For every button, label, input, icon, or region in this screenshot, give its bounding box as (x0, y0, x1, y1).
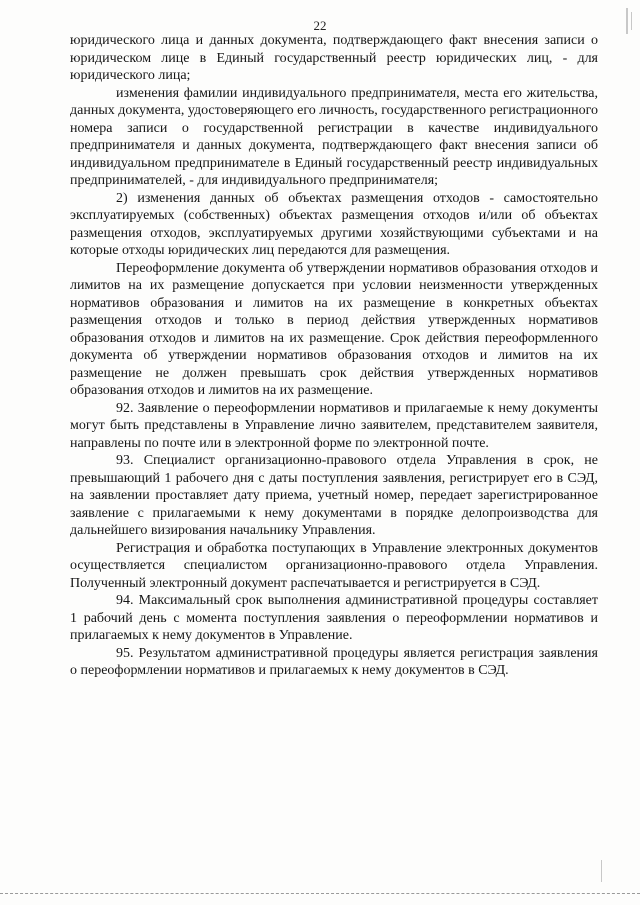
paragraph-item-2: 2) изменения данных об объектах размещения отходов - самостоятельно эксплуатируемых (собственных) объектах размещения отходов и/или об объектах размещения отходов, эксплуатируемых другими хозяйствующими субъектами и на которые отходы юридических лиц передаются для размещения. (70, 190, 598, 258)
paragraph-continuation: юридического лица и данных документа, подтверждающего факт внесения записи о юридическом лице в Единый государственный реестр юридических лиц, - для юридического лица; (70, 33, 598, 83)
page-bottom-rule (0, 893, 640, 894)
paragraph-93: 93. Специалист организационно-правового отдела Управления в срок, не превышающий 1 рабочего дня с даты поступления заявления, регистрирует его в СЭД, на заявлении проставляет дату приема, учетный номер, передает зарегистрированное заявление с прилагаемыми к нему документами в порядке делопроизводства для дальнейшего визирования начальнику Управления. (70, 453, 598, 538)
paragraph-individual-entrepreneur: изменения фамилии индивидуального предпринимателя, места его жительства, данных документа, удостоверяющего его личность, государственного регистрационного номера записи о государственной регистрации в качестве индивидуального предпринимателя и данных документа, подтверждающего факт внесения записи об индивидуальном предпринимателе в Единый государственный реестр индивидуальных предпринимателей, - для индивидуального предпринимателя; (70, 85, 598, 188)
page-number: 22 (313, 18, 327, 33)
scan-artifact (626, 8, 628, 34)
scan-artifact (631, 12, 632, 30)
scan-artifact (601, 860, 602, 882)
paragraph-92: 92. Заявление о переоформлении нормативов и прилагаемые к нему документы могут быть представлены в Управление лично заявителем, представителем заявителя, направлены по почте или в электронной форме по электронной почте. (70, 400, 598, 451)
paragraph-95: 95. Результатом административной процедуры является регистрация заявления о переоформлении нормативов и прилагаемых к нему документов в СЭД. (70, 645, 598, 678)
document-body (70, 32, 598, 680)
paragraph-electronic-registration: Регистрация и обработка поступающих в Управление электронных документов осуществляется специалистом организационно-правового отдела Управления. Полученный электронный документ распечатывается и регистрируется в СЭД. (70, 540, 598, 591)
paragraph-reissue-conditions: Переоформление документа об утверждении нормативов образования отходов и лимитов на их размещение допускается при условии неизменности утвержденных нормативов образования и лимитов на их размещение в конкретных объектах размещения отходов и только в период действия утвержденных нормативов образования отходов и лимитов на их размещение. Срок действия переоформленного документа об утверждении нормативов образования отходов и лимитов на их размещение не должен превышать срок действия утвержденных нормативов образования отходов и лимитов на их размещение. (70, 260, 598, 398)
paragraph-94: 94. Максимальный срок выполнения административной процедуры составляет 1 рабочий день с момента поступления заявления о переоформлении нормативов и прилагаемых к нему документов в Управление. (70, 593, 598, 643)
